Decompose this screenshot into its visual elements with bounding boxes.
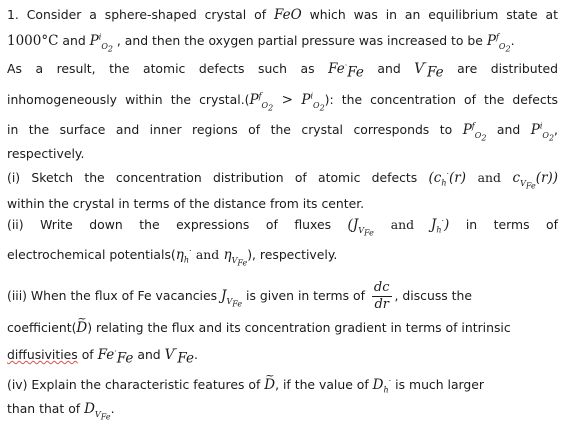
text: in terms of <box>465 217 558 232</box>
line-4: inhomogeneously within the $crystal.(P^f_{O_2} > P^i_{O_2})$: the concentration of the defects <box>7 91 559 113</box>
math-fe: Fe <box>328 61 345 77</box>
line-11: (iii) When the flux of Fe vacancies $J_{V_{Fe}}$ is given in terms of $\frac{dc}{dr}$ , discuss the <box>7 280 473 312</box>
text: within the crystal in terms of the distance from its center. <box>7 196 365 211</box>
text: , and then the oxygen partial pressure was increased to be <box>116 33 483 48</box>
text: and <box>496 122 521 137</box>
line-9: (ii) Write down the expressions of fluxes ($J_{V_{Fe}}$ and $J_h^\cdot$) in terms of <box>7 216 558 238</box>
line-15: than that of $D_{V_{Fe}}$. <box>7 401 115 422</box>
text: , discuss the <box>394 288 473 303</box>
text: and <box>62 33 86 48</box>
text: ) relating the flux and its concentration gradient in terms of intrinsic <box>87 320 511 335</box>
math-temperature: 1000°C <box>7 33 59 49</box>
line-13: diffusivities of $Fe^\cdot_{Fe}$ and $V''_{Fe}$. <box>7 346 198 367</box>
math-d-tilde: ~ D <box>76 319 87 337</box>
text: As a result, the atomic defects such as <box>7 61 315 76</box>
line-2: 1000°C and $P^i_{O_2}$ , and then the oxygen partial pressure was increased to be $P^f_{O_2}$. <box>7 32 515 54</box>
fraction-dc-dr: $\frac{dc}{dr}$ <box>373 280 390 312</box>
math-p: P <box>486 33 496 49</box>
text: electrochemical potentials( <box>7 247 176 262</box>
text: in the surface and inner regions of the crystal corresponds to <box>7 122 453 137</box>
line-8 <box>7 195 558 213</box>
text: and <box>477 170 501 185</box>
text: which was in an equilibrium state at <box>309 7 558 22</box>
math-p: P <box>89 33 99 49</box>
text: than that of <box>7 401 81 416</box>
text: , if the value of <box>275 377 369 392</box>
text: is given in terms of <box>246 288 365 303</box>
line-1 <box>7 6 558 24</box>
text: (ii) Write down the expressions of fluxes <box>7 217 332 232</box>
text: inhomogeneously within the crystal.( <box>7 92 250 107</box>
text: respectively. <box>7 146 85 161</box>
line-12 <box>7 319 558 337</box>
text: of <box>81 347 94 362</box>
line-5: in the surface and inner regions of the crystal corresponds to $P^f_{O_2}$ and $P^i_{O_2}$, <box>7 121 558 143</box>
text: 1. Consider a sphere-shaped crystal of <box>7 7 267 22</box>
line-14: (iv) Explain the characteristic features of ~ D, if the value of $D_h^\cdot$ is much larger <box>7 376 558 394</box>
text: diffusivities <box>7 347 78 362</box>
text: (iv) Explain the characteristic features of <box>7 377 261 392</box>
line-3: As a result, the atomic defects such as $Fe^\cdot_{Fe}$ and $V''_{Fe}$ are distributed <box>7 60 558 81</box>
line-10: electrochemical $potentials(\eta_h^\cdot$ and $\eta_{V_{Fe}}$), respectively. <box>7 246 338 268</box>
math-v: V <box>414 61 424 77</box>
math-d-tilde: ~ D <box>264 376 275 394</box>
line-6 <box>7 145 558 163</box>
line-7: (i) Sketch the concentration distribution of atomic defects ($c_h^\cdot(r)$ and $c_{V_{Fe}}(r)$) <box>7 169 558 191</box>
text: (iii) When the flux of Fe vacancies <box>7 288 218 303</box>
text: are distributed <box>457 61 558 76</box>
text: ), respectively. <box>247 247 338 262</box>
text: coefficient( <box>7 320 77 335</box>
text: ): the concentration of the defects <box>324 92 559 107</box>
text: and <box>377 61 401 76</box>
math-feo: FeO <box>274 7 302 23</box>
text: (i) Sketch the concentration distribution of atomic defects <box>7 170 418 185</box>
text: is much larger <box>395 377 485 392</box>
